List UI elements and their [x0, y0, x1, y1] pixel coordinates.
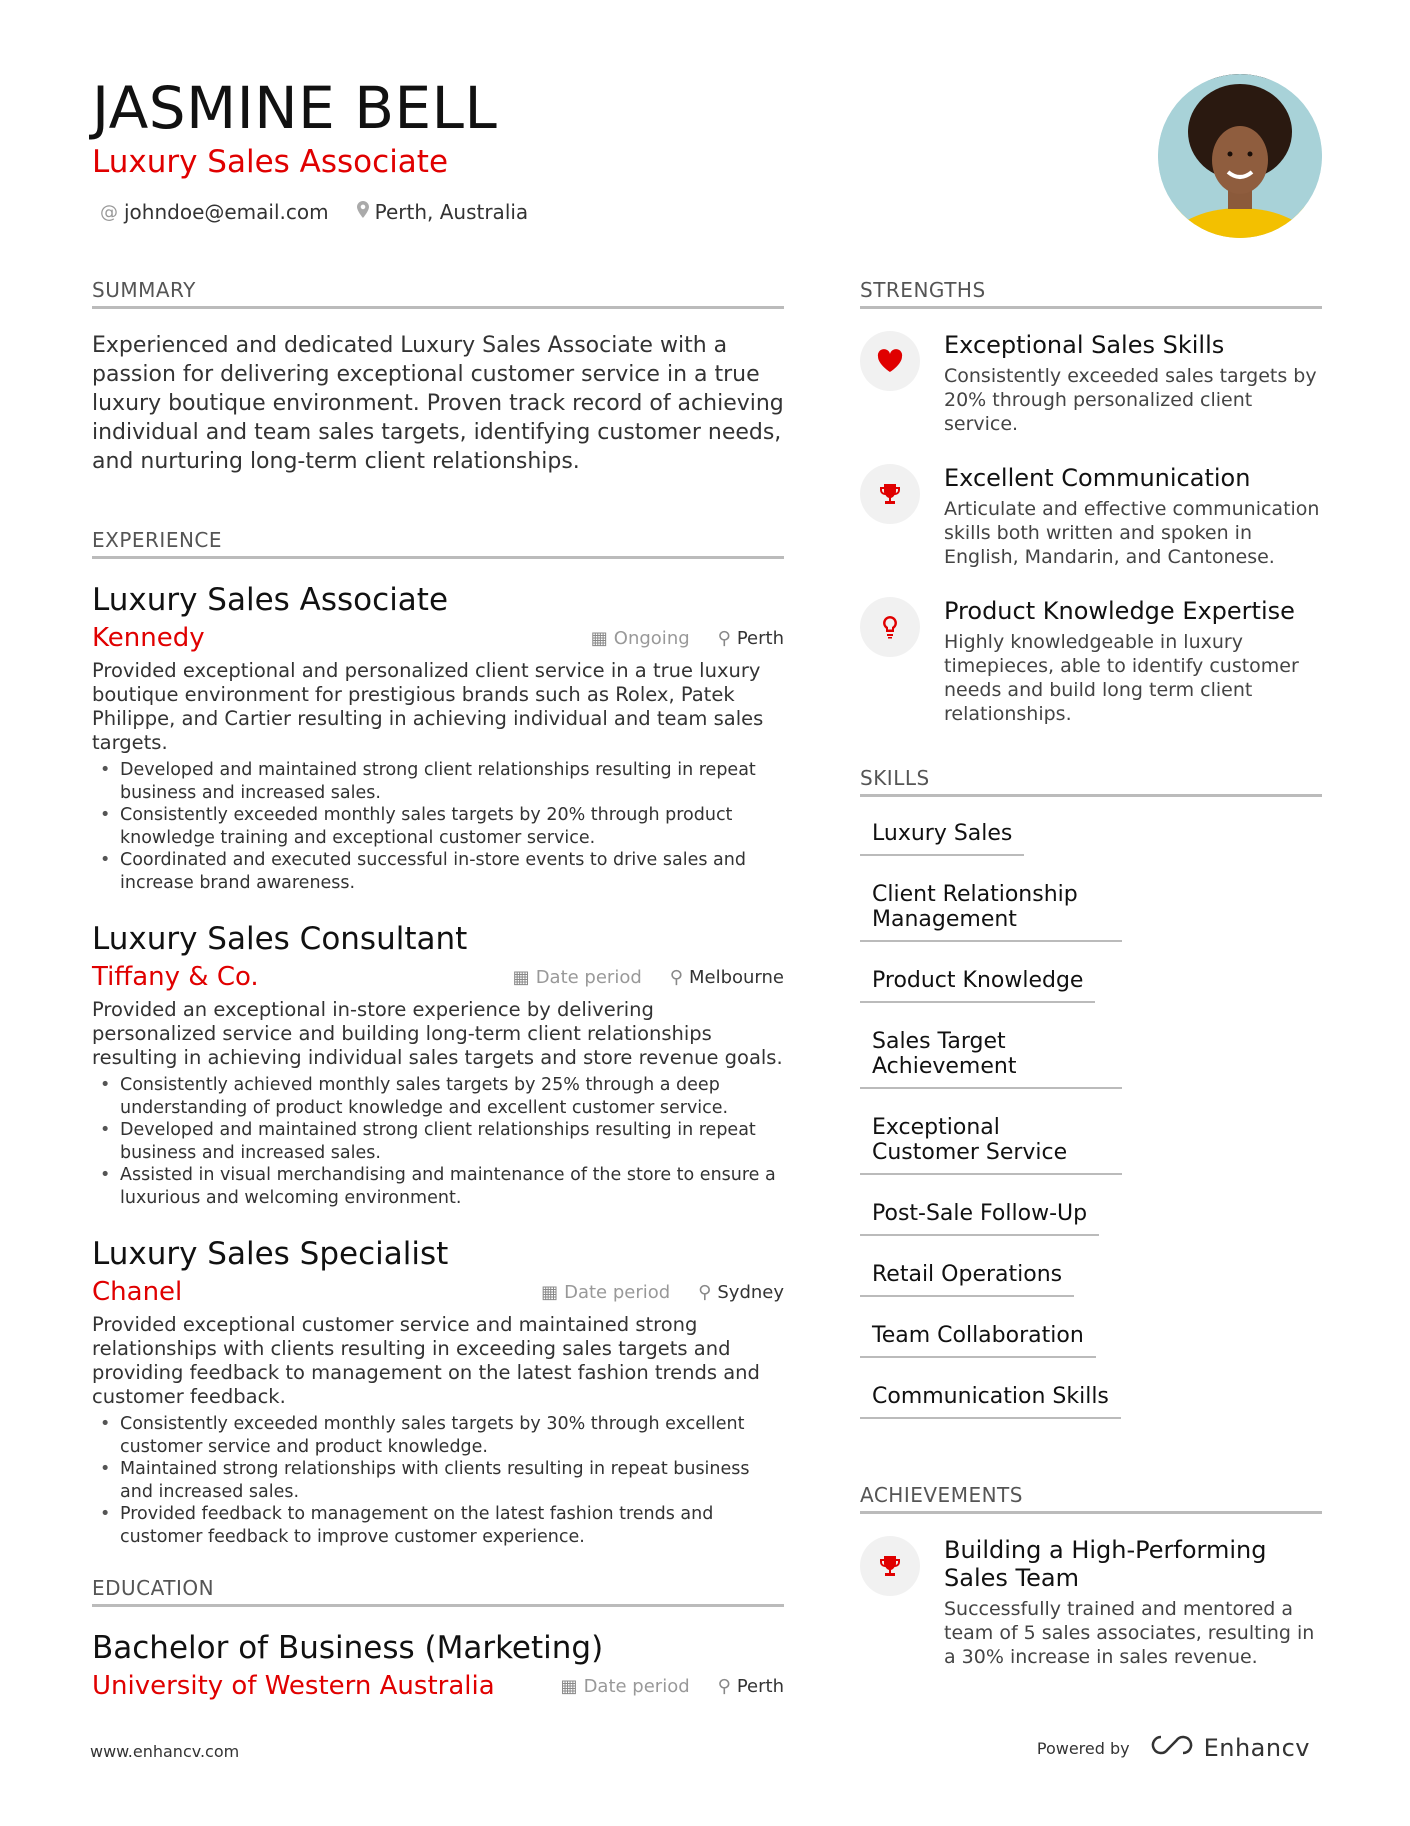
education-heading: EDUCATION — [92, 1576, 784, 1607]
achievement-item — [860, 1536, 1322, 1669]
job-description: Provided exceptional customer service and maintained strong relationships with clients resulting in exceeding sales targets and providing feedback to management on the latest fashion trends and customer feedback. — [92, 1313, 760, 1408]
location-pin-icon — [357, 201, 369, 223]
experience-heading: EXPERIENCE — [92, 528, 784, 559]
strength-desc: Consistently exceeded sales targets by 20% through personalized client service. — [944, 365, 1317, 435]
footer-branding — [1037, 1734, 1310, 1762]
job-bullet: • Consistently exceeded monthly sales targets by 30% through excellent customer service and product knowledge. — [92, 1413, 784, 1458]
skills-list — [860, 819, 1322, 1419]
location-pin-icon: ⚲ — [698, 1281, 712, 1303]
right-column — [860, 278, 1322, 1697]
job-date: Ongoing — [613, 627, 690, 649]
experience-entry — [92, 920, 784, 1209]
summary-text: Experienced and dedicated Luxury Sales Associate with a passion for delivering exceptional customer service in a true luxury boutique environment. Proven track record of achieving individual and team sales targets, identifying customer needs, and nurturing long-term client relationships. — [92, 333, 784, 474]
location-pin-icon: ⚲ — [669, 966, 683, 988]
calendar-icon: ▦ — [590, 627, 608, 649]
summary-heading: SUMMARY — [92, 278, 784, 309]
job-bullet: • Maintained strong relationships with clients resulting in repeat business and increased sales. — [92, 1458, 784, 1503]
strength-desc: Articulate and effective communication skills both written and spoken in English, Mandarin, and Cantonese. — [944, 498, 1320, 568]
strength-title: Exceptional Sales Skills — [944, 331, 1225, 359]
job-location: Sydney — [717, 1281, 784, 1303]
company-name: Kennedy — [92, 623, 205, 653]
contact-location — [357, 200, 529, 224]
experience-entry — [92, 1235, 784, 1548]
skill-tag: Product Knowledge — [860, 966, 1095, 1003]
calendar-icon: ▦ — [560, 1675, 578, 1697]
skill-tag: Communication Skills — [860, 1382, 1121, 1419]
trophy-icon — [860, 1536, 920, 1596]
powered-by-text: Powered by — [1036, 1738, 1130, 1758]
job-date: Date period — [564, 1281, 671, 1303]
skill-tag: Retail Operations — [860, 1260, 1074, 1297]
company-name: Tiffany & Co. — [92, 962, 259, 992]
job-bullet: • Assisted in visual merchandising and maintenance of the store to ensure a luxurious and welcoming environment. — [92, 1164, 784, 1209]
skill-tag: Team Collaboration — [860, 1321, 1096, 1358]
candidate-name: JASMINE BELL — [92, 74, 498, 142]
company-name: Chanel — [92, 1277, 183, 1307]
job-description: Provided exceptional and personalized client service in a true luxury boutique environment for prestigious brands such as Rolex, Patek Philippe, and Cartier resulting in achieving individual and team sales targets. — [92, 659, 764, 754]
achievement-title: Building a High-Performing Sales Team — [944, 1536, 1267, 1592]
location-pin-icon: ⚲ — [717, 1675, 731, 1697]
job-bullet: • Developed and maintained strong client relationships resulting in repeat business and increased sales. — [92, 759, 784, 804]
left-column — [92, 278, 784, 1703]
strength-desc: Highly knowledgeable in luxury timepieces, able to identify customer needs and build long term client relationships. — [944, 631, 1299, 725]
location-text: Perth, Australia — [374, 200, 529, 224]
strengths-heading: STRENGTHS — [860, 278, 1322, 309]
school-name: University of Western Australia — [92, 1671, 495, 1701]
footer-website[interactable]: www.enhancv.com — [90, 1742, 240, 1761]
calendar-icon: ▦ — [541, 1281, 559, 1303]
job-location: Melbourne — [688, 966, 784, 988]
candidate-role: Luxury Sales Associate — [92, 144, 449, 180]
strength-item — [860, 464, 1322, 569]
strength-title: Product Knowledge Expertise — [944, 597, 1295, 625]
heart-icon — [860, 331, 920, 391]
job-bullet: • Provided feedback to management on the latest fashion trends and customer feedback to improve customer experience. — [92, 1503, 784, 1548]
skill-tag: Exceptional Customer Service — [860, 1113, 1122, 1175]
job-description: Provided an exceptional in-store experience by delivering personalized service and building long-term client relationships resulting in achieving individual sales targets and store revenue goals. — [92, 998, 783, 1069]
skill-tag: Post-Sale Follow-Up — [860, 1199, 1099, 1236]
skill-tag: Sales Target Achievement — [860, 1027, 1122, 1089]
job-title: Luxury Sales Consultant — [92, 921, 468, 957]
achievement-desc: Successfully trained and mentored a team of 5 sales associates, resulting in a 30% increase in sales revenue. — [944, 1598, 1315, 1668]
calendar-icon: ▦ — [512, 966, 530, 988]
degree-title: Bachelor of Business (Marketing) — [92, 1630, 604, 1666]
skills-heading: SKILLS — [860, 766, 1322, 797]
job-bullet: • Developed and maintained strong client relationships resulting in repeat business and increased sales. — [92, 1119, 784, 1164]
strength-item — [860, 331, 1322, 436]
enhancv-infinity-icon — [1150, 1734, 1194, 1762]
strength-title: Excellent Communication — [944, 464, 1251, 492]
contact-row — [92, 200, 1322, 224]
job-location: Perth — [736, 627, 784, 649]
education-date: Date period — [583, 1675, 690, 1697]
job-date: Date period — [535, 966, 642, 988]
job-title: Luxury Sales Specialist — [92, 1236, 449, 1272]
lightbulb-icon — [860, 597, 920, 657]
experience-entry — [92, 581, 784, 894]
education-location: Perth — [736, 1675, 784, 1697]
job-title: Luxury Sales Associate — [92, 582, 449, 618]
resume-header — [92, 74, 1322, 254]
brand-name: Enhancv — [1203, 1734, 1310, 1762]
profile-photo — [1158, 74, 1322, 238]
contact-email[interactable] — [100, 200, 329, 224]
at-icon: @ — [100, 201, 118, 223]
achievements-heading: ACHIEVEMENTS — [860, 1483, 1322, 1514]
job-bullet: • Consistently exceeded monthly sales targets by 20% through product knowledge training and exceptional customer service. — [92, 804, 784, 849]
skill-tag: Luxury Sales — [860, 819, 1024, 856]
strength-item — [860, 597, 1322, 726]
job-bullet: • Consistently achieved monthly sales targets by 25% through a deep understanding of product knowledge and excellent customer service. — [92, 1074, 784, 1119]
skill-tag: Client Relationship Management — [860, 880, 1122, 942]
trophy-icon — [860, 464, 920, 524]
education-section — [92, 1576, 784, 1703]
email-text: johndoe@email.com — [124, 200, 329, 224]
enhancv-logo[interactable] — [1150, 1734, 1310, 1762]
location-pin-icon: ⚲ — [717, 627, 731, 649]
job-bullet: • Coordinated and executed successful in-store events to drive sales and increase brand awareness. — [92, 849, 784, 894]
